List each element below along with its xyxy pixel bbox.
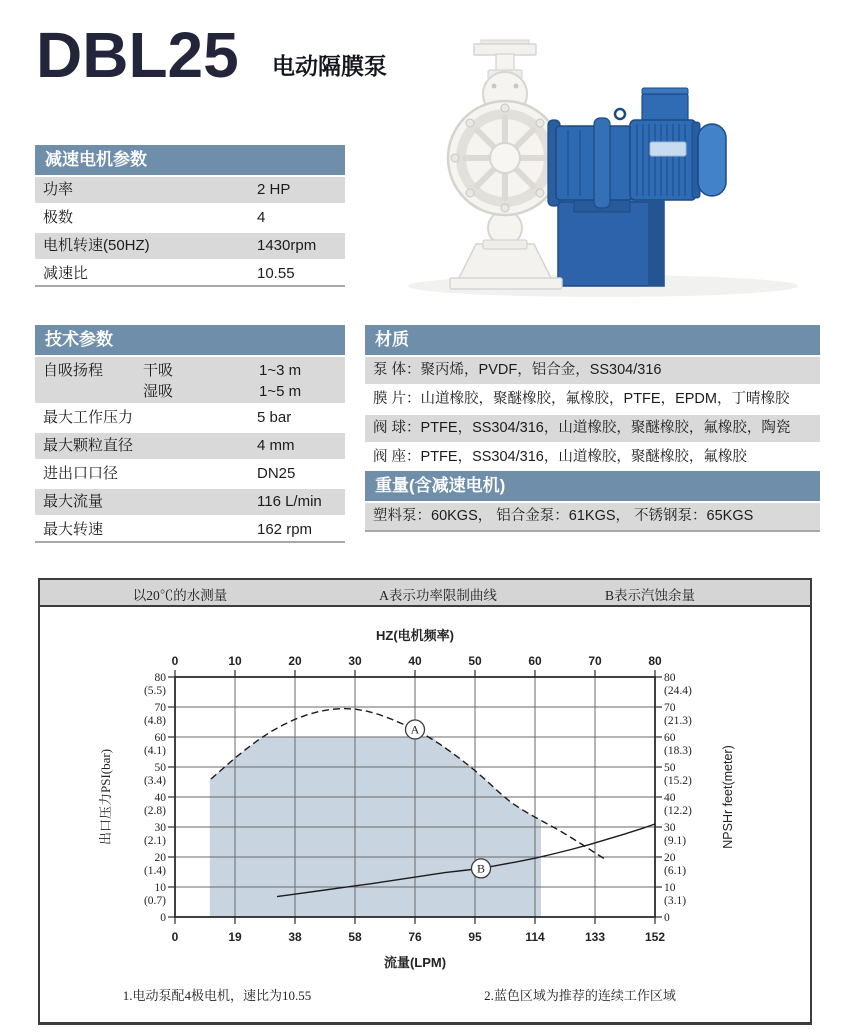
performance-chart	[38, 578, 812, 1025]
top-axis-tick-label: 80	[648, 654, 662, 668]
chart-footer-note: 1.电动泵配4极电机，速比为10.55	[122, 988, 312, 1003]
bottom-axis-tick-label: 114	[525, 930, 545, 944]
materials-header: 材质	[365, 325, 820, 355]
row-value: 4 mm	[257, 437, 295, 454]
left-axis-tick-label: 70 (4.8)	[143, 702, 166, 727]
sublabel-wet: 湿吸	[143, 383, 174, 400]
curve-label-letter-a: A	[410, 722, 420, 737]
right-axis-tick-label: 80 (24.4)	[664, 672, 692, 697]
right-axis-tick-label: 50 (15.2)	[664, 762, 692, 787]
weight-header: 重量(含减速电机)	[365, 471, 820, 501]
left-axis-tick-label: 20 (1.4)	[143, 852, 166, 877]
table-row	[35, 403, 345, 431]
weight-row: 塑料泵：60KGS， 铝合金泵：61KGS， 不锈钢泵：65KGS	[365, 501, 820, 532]
bottom-axis-tick-label: 76	[408, 930, 422, 944]
chart-header-strip	[40, 580, 810, 607]
bottom-axis-tick-label: 19	[228, 930, 242, 944]
table-row	[35, 355, 345, 403]
row-value: 1430rpm	[257, 237, 317, 254]
row-label: 减速比	[43, 265, 89, 282]
chart-note-curve-a: A表示功率限制曲线	[379, 588, 497, 603]
row-label: 自吸扬程	[43, 362, 104, 379]
bottom-axis-tick-label: 0	[171, 930, 179, 944]
left-axis-title: 出口压力PSI(bar)	[98, 748, 113, 846]
top-axis-tick-label: 50	[468, 654, 482, 668]
table-row	[365, 413, 820, 442]
bottom-axis-title: 流量(LPM)	[383, 955, 447, 970]
row-label: 泵 体：	[373, 362, 421, 378]
chart-note-curve-b: B表示汽蚀余量	[604, 588, 696, 603]
pump-product-image	[398, 14, 822, 302]
technical-parameters-table	[35, 325, 345, 543]
row-label: 最大颗粒直径	[43, 437, 134, 454]
table-row	[35, 515, 345, 543]
bottom-axis-tick-label: 95	[468, 930, 482, 944]
top-axis-tick-label: 30	[348, 654, 362, 668]
bottom-axis-tick-label: 152	[644, 930, 666, 944]
row-value: DN25	[257, 465, 296, 482]
row-label: 最大工作压力	[43, 409, 134, 426]
left-axis-tick-label: 0	[160, 912, 166, 924]
left-axis-tick-label: 40 (2.8)	[143, 792, 166, 817]
top-axis-tick-label: 70	[588, 654, 602, 668]
row-value: 2 HP	[257, 181, 291, 198]
curve-label-letter-b: B	[476, 861, 486, 876]
table-row	[35, 231, 345, 259]
row-value: 162 rpm	[257, 521, 313, 538]
motor-parameters-table	[35, 145, 345, 287]
value-wet: 1~5 m	[259, 383, 302, 400]
chart-note-measurement: 以20℃的水测量	[132, 588, 228, 603]
priming-values	[259, 360, 345, 403]
priming-sublabels	[143, 360, 259, 403]
table-row	[35, 487, 345, 515]
table-row	[35, 203, 345, 231]
right-axis-tick-label: 0	[664, 912, 670, 924]
row-label: 阀 座：	[373, 449, 421, 465]
left-axis-tick-label: 80 (5.5)	[143, 672, 166, 697]
table-row	[35, 431, 345, 459]
row-value: PTFE，SS304/316，山道橡胶，聚醚橡胶，氟橡胶	[420, 449, 747, 465]
chart-footer-note: 2.蓝色区域为推荐的连续工作区域	[484, 988, 676, 1003]
top-axis-tick-label: 20	[288, 654, 302, 668]
row-label: 膜 片：	[373, 391, 421, 407]
sublabel-dry: 干吸	[143, 362, 174, 379]
right-axis-tick-label: 60 (18.3)	[664, 732, 692, 757]
row-value: 10.55	[257, 265, 295, 282]
tech-table-header: 技术参数	[35, 325, 345, 355]
row-label: 进出口口径	[43, 465, 119, 482]
row-label: 功率	[43, 181, 74, 198]
bottom-axis-tick-label: 133	[584, 930, 606, 944]
right-axis-tick-label: 70 (21.3)	[664, 702, 692, 727]
row-value: 山道橡胶，聚醚橡胶，氟橡胶，PTFE，EPDM，丁晴橡胶	[420, 391, 790, 407]
pump-image-svg	[398, 14, 822, 302]
left-axis-tick-label: 30 (2.1)	[143, 822, 166, 847]
right-axis-tick-label: 10 (3.1)	[664, 882, 687, 907]
top-axis-tick-label: 0	[171, 654, 179, 668]
row-value: 4	[257, 209, 266, 226]
table-row	[35, 175, 345, 203]
value-dry: 1~3 m	[259, 362, 302, 379]
right-axis-title: NPSHr feet(meter)	[721, 745, 735, 849]
row-value: 116 L/min	[257, 493, 322, 510]
bottom-axis-tick-label: 38	[288, 930, 302, 944]
right-axis-tick-label: 30 (9.1)	[664, 822, 687, 847]
row-value: 5 bar	[257, 409, 292, 426]
table-row	[35, 259, 345, 287]
page-title: DBL25	[36, 19, 239, 91]
performance-chart-svg	[40, 607, 810, 1022]
motor-table-header: 减速电机参数	[35, 145, 345, 175]
row-label: 电机转速(50HZ)	[43, 237, 150, 254]
table-row	[365, 384, 820, 413]
row-value: PTFE，SS304/316，山道橡胶，聚醚橡胶，氟橡胶，陶瓷	[420, 420, 791, 436]
table-row	[35, 459, 345, 487]
left-axis-tick-label: 50 (3.4)	[143, 762, 166, 787]
right-axis-tick-label: 20 (6.1)	[664, 852, 687, 877]
left-axis-tick-label: 60 (4.1)	[143, 732, 166, 757]
bottom-axis-tick-label: 58	[348, 930, 362, 944]
top-axis-tick-label: 60	[528, 654, 542, 668]
row-value: 聚丙烯，PVDF，铝合金，SS304/316	[420, 362, 662, 378]
row-label: 最大流量	[43, 493, 104, 510]
page-subtitle: 电动隔膜泵	[272, 53, 387, 79]
left-axis-tick-label: 10 (0.7)	[143, 882, 166, 907]
top-axis-tick-label: 10	[228, 654, 242, 668]
row-label: 最大转速	[43, 521, 104, 538]
top-axis-tick-label: 40	[408, 654, 422, 668]
table-row	[365, 355, 820, 384]
top-axis-title: HZ(电机频率)	[376, 628, 454, 643]
right-axis-tick-label: 40 (12.2)	[664, 792, 692, 817]
materials-table	[365, 325, 820, 532]
row-label: 阀 球：	[373, 420, 421, 436]
table-row	[365, 442, 820, 471]
row-label: 极数	[43, 209, 74, 226]
